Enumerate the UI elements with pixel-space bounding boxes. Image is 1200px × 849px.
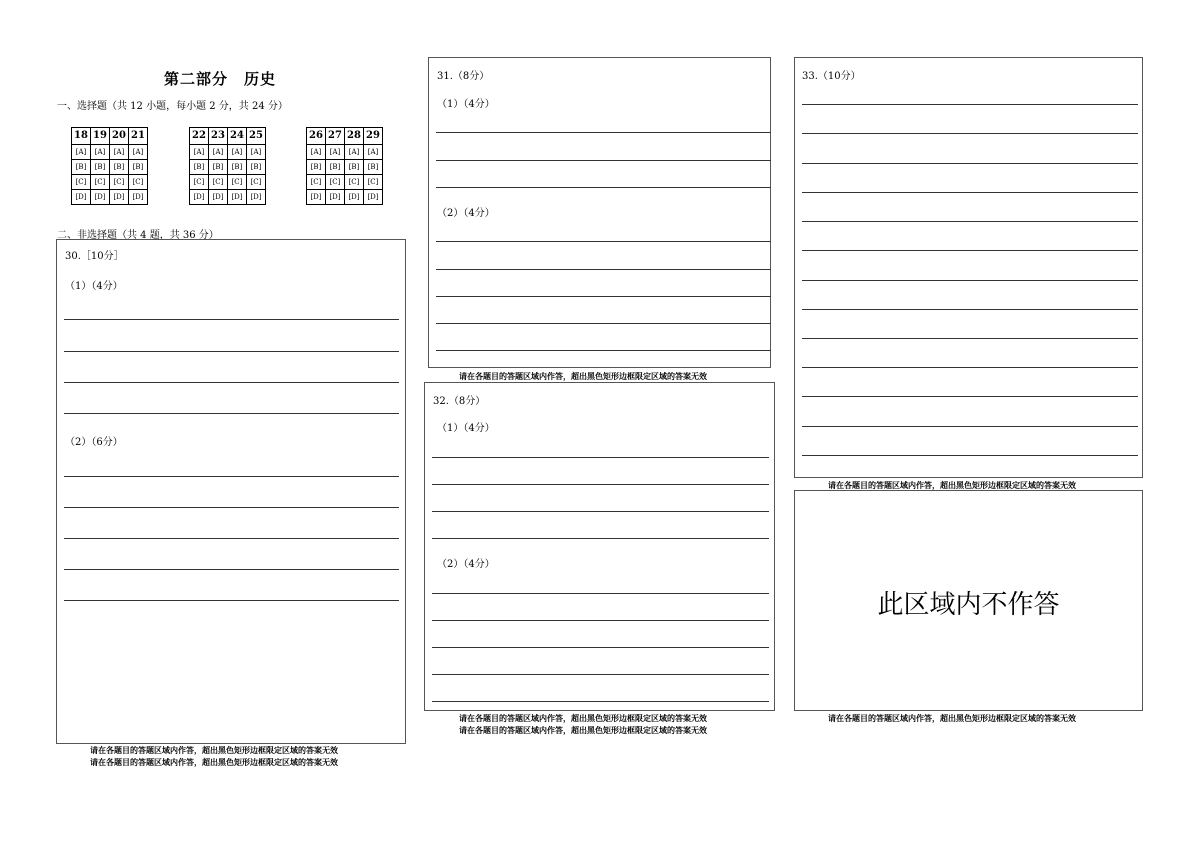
option-a[interactable]: [A]	[326, 145, 345, 160]
option-b[interactable]: [B]	[72, 160, 91, 175]
option-a[interactable]: [A]	[209, 145, 228, 160]
option-a[interactable]: [A]	[307, 145, 326, 160]
option-b[interactable]: [B]	[129, 160, 148, 175]
answer-area-notice: 请在各题目的答题区域内作答，超出黑色矩形边框限定区域的答案无效	[459, 714, 707, 723]
answer-line	[802, 338, 1138, 339]
option-a[interactable]: [A]	[345, 145, 364, 160]
mcq-number: 19	[91, 128, 110, 145]
question-30-part1-label: （1）（4分）	[65, 281, 123, 292]
mcq-number: 29	[364, 128, 383, 145]
answer-line	[436, 323, 771, 324]
option-b[interactable]: [B]	[307, 160, 326, 175]
mcq-number: 21	[129, 128, 148, 145]
answer-line	[802, 192, 1138, 193]
option-b[interactable]: [B]	[326, 160, 345, 175]
answer-line	[802, 221, 1138, 222]
answer-line	[64, 413, 399, 414]
option-d[interactable]: [D]	[190, 190, 209, 205]
option-d[interactable]: [D]	[91, 190, 110, 205]
question-30-part2-label: （2）（6分）	[65, 437, 123, 448]
answer-line	[802, 163, 1138, 164]
answer-line	[802, 396, 1138, 397]
question-32-part2-label: （2）（4分）	[437, 559, 495, 570]
answer-area-notice: 请在各题目的答题区域内作答，超出黑色矩形边框限定区域的答案无效	[459, 372, 707, 381]
answer-line	[436, 187, 771, 188]
answer-line	[432, 647, 769, 648]
answer-area-notice: 请在各题目的答题区域内作答，超出黑色矩形边框限定区域的答案无效	[828, 481, 1076, 490]
option-d[interactable]: [D]	[307, 190, 326, 205]
mcq-number: 18	[72, 128, 91, 145]
answer-line	[64, 351, 399, 352]
answer-line	[802, 309, 1138, 310]
answer-area-notice: 请在各题目的答题区域内作答，超出黑色矩形边框限定区域的答案无效	[90, 746, 338, 755]
answer-area-notice: 请在各题目的答题区域内作答，超出黑色矩形边框限定区域的答案无效	[90, 758, 338, 767]
answer-line	[432, 674, 769, 675]
answer-box-q31[interactable]	[428, 57, 771, 368]
option-d[interactable]: [D]	[110, 190, 129, 205]
mcq-number: 20	[110, 128, 129, 145]
answer-area-notice: 请在各题目的答题区域内作答，超出黑色矩形边框限定区域的答案无效	[828, 714, 1076, 723]
answer-line	[436, 132, 771, 133]
option-a[interactable]: [A]	[72, 145, 91, 160]
answer-line	[436, 241, 771, 242]
answer-line	[432, 620, 769, 621]
answer-line	[802, 426, 1138, 427]
answer-box-q32[interactable]	[424, 382, 775, 711]
question-31-part1-label: （1）（4分）	[437, 99, 495, 110]
option-d[interactable]: [D]	[228, 190, 247, 205]
answer-line	[802, 133, 1138, 134]
mcq-number: 28	[345, 128, 364, 145]
option-d[interactable]: [D]	[129, 190, 148, 205]
answer-line	[432, 484, 769, 485]
answer-line	[64, 538, 399, 539]
answer-line	[802, 280, 1138, 281]
option-c[interactable]: [C]	[307, 175, 326, 190]
answer-line	[432, 593, 769, 594]
question-30-label: 30.［10分］	[65, 251, 124, 262]
option-d[interactable]: [D]	[364, 190, 383, 205]
option-a[interactable]: [A]	[110, 145, 129, 160]
answer-line	[802, 104, 1138, 105]
mcq-grid-18-21	[71, 127, 148, 205]
option-b[interactable]: [B]	[247, 160, 266, 175]
mcq-number: 25	[247, 128, 266, 145]
answer-line	[64, 319, 399, 320]
option-c[interactable]: [C]	[110, 175, 129, 190]
option-a[interactable]: [A]	[364, 145, 383, 160]
answer-line	[64, 507, 399, 508]
question-32-label: 32.（8分）	[433, 396, 486, 407]
answer-line	[64, 569, 399, 570]
option-c[interactable]: [C]	[228, 175, 247, 190]
answer-line	[802, 250, 1138, 251]
option-a[interactable]: [A]	[247, 145, 266, 160]
option-b[interactable]: [B]	[345, 160, 364, 175]
mcq-grid-22-25	[189, 127, 266, 205]
answer-line	[802, 455, 1138, 456]
option-a[interactable]: [A]	[228, 145, 247, 160]
answer-box-q30[interactable]	[56, 239, 406, 744]
option-a[interactable]: [A]	[190, 145, 209, 160]
answer-line	[432, 511, 769, 512]
answer-box-q33[interactable]	[794, 57, 1143, 478]
option-c[interactable]: [C]	[247, 175, 266, 190]
page-title: 第二部分 历史	[163, 70, 276, 88]
no-answer-text: 此区域内不作答	[877, 590, 1060, 620]
option-b[interactable]: [B]	[209, 160, 228, 175]
answer-line	[432, 457, 769, 458]
option-c[interactable]: [C]	[190, 175, 209, 190]
option-c[interactable]: [C]	[326, 175, 345, 190]
mcq-number: 22	[190, 128, 209, 145]
mcq-number: 27	[326, 128, 345, 145]
answer-line	[432, 538, 769, 539]
option-b[interactable]: [B]	[228, 160, 247, 175]
answer-line	[436, 269, 771, 270]
option-d[interactable]: [D]	[209, 190, 228, 205]
answer-line	[64, 382, 399, 383]
answer-line	[436, 160, 771, 161]
option-b[interactable]: [B]	[190, 160, 209, 175]
option-c[interactable]: [C]	[364, 175, 383, 190]
option-c[interactable]: [C]	[72, 175, 91, 190]
answer-area-notice: 请在各题目的答题区域内作答，超出黑色矩形边框限定区域的答案无效	[459, 726, 707, 735]
question-31-part2-label: （2）（4分）	[437, 208, 495, 219]
answer-line	[436, 350, 771, 351]
mcq-grid-26-29	[306, 127, 383, 205]
option-d[interactable]: [D]	[326, 190, 345, 205]
answer-line	[64, 600, 399, 601]
option-a[interactable]: [A]	[91, 145, 110, 160]
option-a[interactable]: [A]	[129, 145, 148, 160]
mcq-number: 26	[307, 128, 326, 145]
option-b[interactable]: [B]	[91, 160, 110, 175]
question-31-label: 31.（8分）	[437, 71, 490, 82]
mcq-number: 23	[209, 128, 228, 145]
answer-line	[432, 701, 769, 702]
answer-line	[436, 296, 771, 297]
question-32-part1-label: （1）（4分）	[437, 423, 495, 434]
option-c[interactable]: [C]	[209, 175, 228, 190]
answer-line	[64, 476, 399, 477]
option-d[interactable]: [D]	[345, 190, 364, 205]
option-d[interactable]: [D]	[72, 190, 91, 205]
answer-line	[802, 367, 1138, 368]
question-33-label: 33.（10分）	[802, 71, 861, 82]
option-c[interactable]: [C]	[345, 175, 364, 190]
option-b[interactable]: [B]	[364, 160, 383, 175]
section-free-response-heading: 二、非选择题（共 4 题，共 36 分）	[57, 230, 219, 241]
mcq-number: 24	[228, 128, 247, 145]
option-c[interactable]: [C]	[91, 175, 110, 190]
no-answer-region	[794, 490, 1143, 711]
option-c[interactable]: [C]	[129, 175, 148, 190]
option-b[interactable]: [B]	[110, 160, 129, 175]
section-multiple-choice-heading: 一、选择题（共 12 小题，每小题 2 分，共 24 分）	[57, 101, 288, 112]
option-d[interactable]: [D]	[247, 190, 266, 205]
